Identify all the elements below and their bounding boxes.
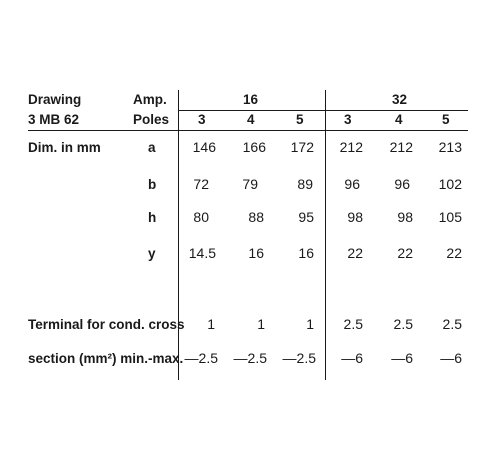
cell-a-6: 213 [438, 139, 462, 155]
terminal-max-3: —2.5 [282, 350, 316, 366]
cell-h-5: 98 [397, 209, 413, 225]
cell-h-3: 95 [298, 209, 314, 225]
row-key-b: b [148, 177, 157, 192]
amp-group-32: 32 [392, 92, 408, 107]
cell-b-1: 72 [193, 176, 209, 192]
terminal-min-2: 1 [257, 316, 265, 332]
terminal-max-2: —2.5 [233, 350, 267, 366]
row-key-y: y [148, 246, 156, 261]
drawing-label: Drawing [28, 92, 82, 107]
cell-b-2: 79 [242, 176, 258, 192]
cell-b-3: 89 [297, 176, 313, 192]
cell-h-2: 88 [248, 209, 264, 225]
cell-h-6: 105 [438, 209, 462, 225]
pole-header-1: 3 [198, 112, 206, 127]
cell-b-6: 102 [438, 176, 462, 192]
cell-b-4: 96 [344, 176, 360, 192]
cell-y-4: 22 [347, 245, 363, 261]
cell-y-1: 14.5 [188, 245, 216, 261]
dim-label: Dim. in mm [28, 140, 101, 155]
poles-label: Poles [133, 112, 170, 127]
terminal-max-6: —6 [440, 350, 462, 366]
terminal-min-6: 2.5 [442, 316, 462, 332]
pole-header-6: 5 [442, 112, 450, 127]
terminal-max-4: —6 [341, 350, 363, 366]
terminal-min-5: 2.5 [393, 316, 413, 332]
cell-a-1: 146 [192, 139, 216, 155]
amp-label: Amp. [133, 92, 167, 107]
cell-a-2: 166 [242, 139, 266, 155]
terminal-min-4: 2.5 [343, 316, 363, 332]
cell-y-6: 22 [446, 245, 462, 261]
pole-header-5: 4 [395, 112, 403, 127]
terminal-label-line2: section (mm²) min.-max. [28, 351, 184, 366]
cell-a-3: 172 [290, 139, 314, 155]
terminal-max-5: —6 [391, 350, 413, 366]
terminal-min-3: 1 [306, 316, 314, 332]
cell-h-1: 80 [193, 209, 209, 225]
terminal-min-1: 1 [207, 316, 215, 332]
terminal-max-1: —2.5 [184, 350, 218, 366]
amp-group-16: 16 [243, 92, 259, 107]
cell-y-3: 16 [298, 245, 314, 261]
pole-header-3: 5 [296, 112, 304, 127]
vertical-divider-middle [325, 90, 326, 380]
header-underline [28, 130, 468, 131]
header-divider [178, 110, 468, 111]
cell-b-5: 96 [394, 176, 410, 192]
cell-a-5: 212 [389, 139, 413, 155]
vertical-divider-left [178, 90, 179, 380]
terminal-label-line1: Terminal for cond. cross [28, 317, 185, 332]
model-label: 3 MB 62 [28, 112, 80, 127]
cell-h-4: 98 [347, 209, 363, 225]
pole-header-4: 3 [344, 112, 352, 127]
row-key-h: h [148, 210, 157, 225]
cell-a-4: 212 [339, 139, 363, 155]
row-key-a: a [148, 140, 156, 155]
cell-y-5: 22 [397, 245, 413, 261]
cell-y-2: 16 [248, 245, 264, 261]
pole-header-2: 4 [247, 112, 255, 127]
